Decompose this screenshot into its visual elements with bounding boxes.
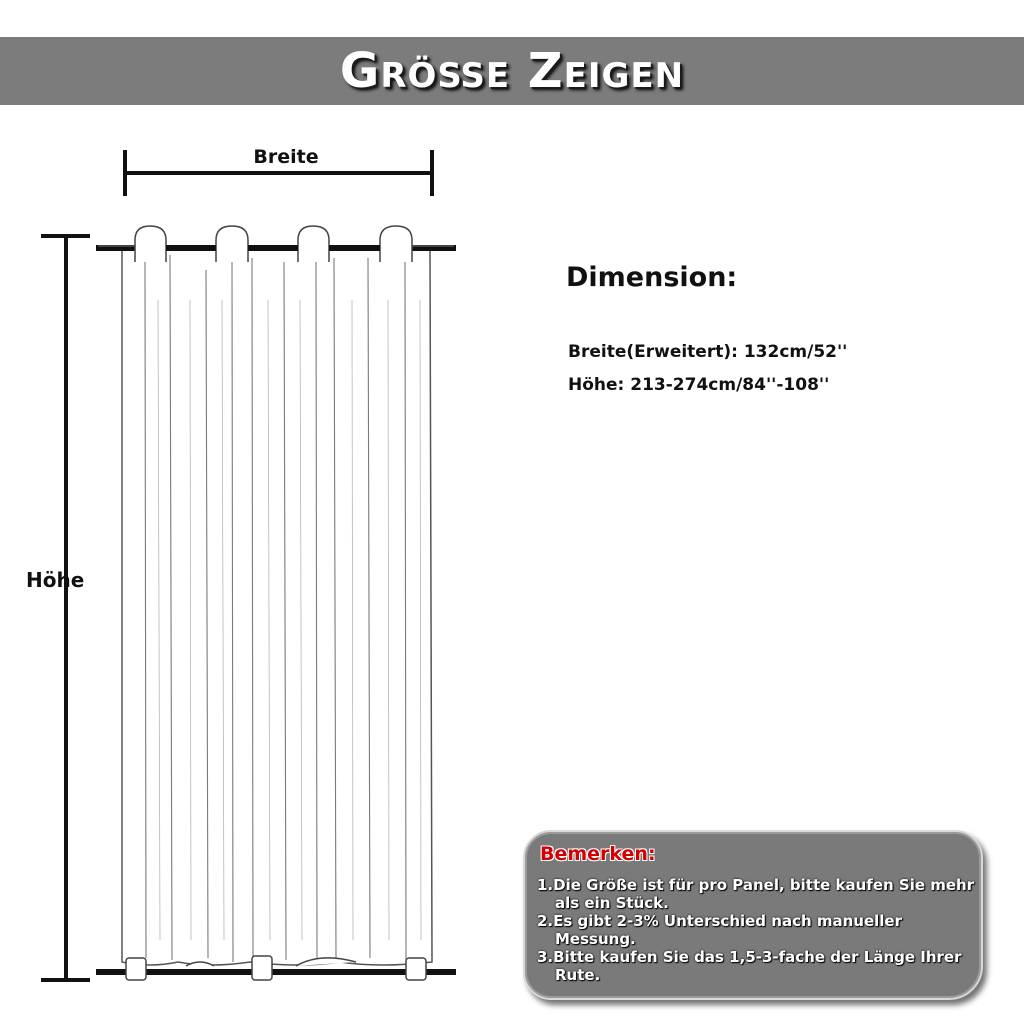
note-number: 2. [537, 912, 554, 930]
dimension-width-text: Breite(Erweitert): 132cm/52'' [568, 342, 848, 362]
notes-title: Bemerken: [540, 843, 656, 865]
dimension-heading: Dimension: [566, 262, 738, 293]
note-item-2 [537, 912, 977, 948]
note-item-3 [537, 948, 977, 984]
note-text-line2: als ein Stück. [555, 894, 669, 912]
page-title: Größe Zeigen [339, 43, 685, 99]
dimension-height-text: Höhe: 213-274cm/84''-108'' [568, 375, 830, 395]
height-label: Höhe [26, 568, 85, 592]
note-number: 1. [537, 876, 554, 894]
note-text-line2: Rute. [555, 966, 601, 984]
curtain-panel [122, 250, 432, 965]
note-item-1 [537, 876, 977, 912]
note-text-line1: Es gibt 2-3% Unterschied nach manueller [553, 912, 903, 930]
note-text-line1: Bitte kaufen Sie das 1,5-3-fache der Länge Ihrer [553, 948, 962, 966]
width-label: Breite [253, 146, 319, 168]
height-dimension-line [41, 236, 90, 980]
note-text-line1: Die Größe ist für pro Panel, bitte kaufen Sie mehr [553, 876, 975, 894]
note-text-line2: Messung. [555, 930, 636, 948]
note-number: 3. [537, 948, 554, 966]
